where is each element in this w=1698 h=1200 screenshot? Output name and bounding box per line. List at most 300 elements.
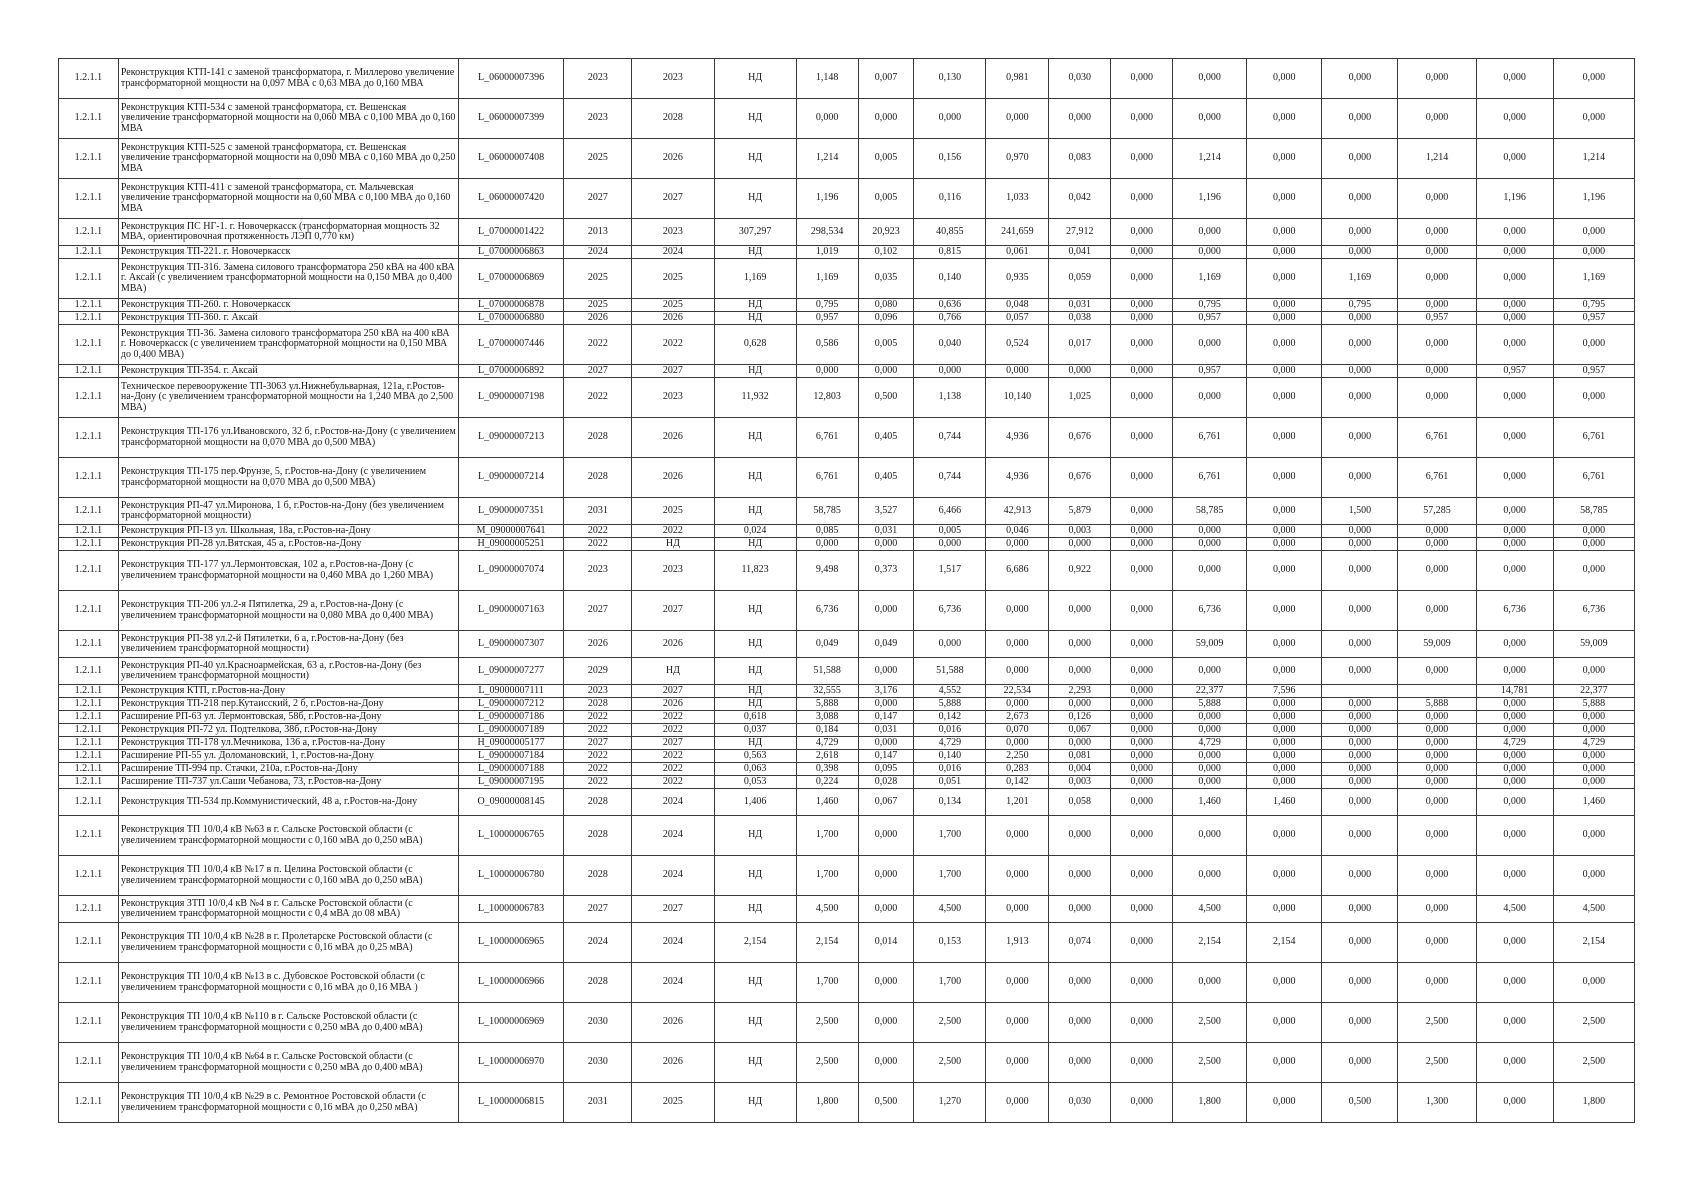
- col-12-value: 0,000: [1111, 750, 1173, 763]
- col-16-value: 0,000: [1398, 750, 1476, 763]
- row-code: 1.2.1.1: [59, 698, 119, 711]
- table-row: [59, 750, 1635, 763]
- col-17-value: 0,000: [1476, 923, 1553, 963]
- col-15-value: [1322, 685, 1398, 698]
- col-14-value: 0,000: [1247, 538, 1322, 551]
- total-value: 0,085: [796, 525, 858, 538]
- project-id: L_09000007214: [458, 458, 564, 498]
- col-17-value: 0,000: [1476, 724, 1553, 737]
- equipment-value: 0,000: [986, 365, 1049, 378]
- col-14-value: 0,000: [1247, 763, 1322, 776]
- col-14-value: 0,000: [1247, 776, 1322, 789]
- col-17-value: 0,000: [1476, 750, 1553, 763]
- pir-value: 0,067: [858, 789, 914, 816]
- total-value: 12,803: [796, 378, 858, 418]
- start-year: 2028: [564, 458, 632, 498]
- pir-value: 0,000: [858, 99, 914, 139]
- table-row: [59, 299, 1635, 312]
- cost-value: НД: [714, 658, 796, 685]
- row-code: 1.2.1.1: [59, 923, 119, 963]
- col-12-value: 0,000: [1111, 458, 1173, 498]
- end-year: 2022: [632, 325, 714, 365]
- end-year: 2025: [632, 498, 714, 525]
- col-13-value: 0,000: [1173, 963, 1247, 1003]
- end-year: 2022: [632, 763, 714, 776]
- smr-value: 0,142: [914, 711, 986, 724]
- col-12-value: 0,000: [1111, 1043, 1173, 1083]
- project-id: L_09000007189: [458, 724, 564, 737]
- other-value: 27,912: [1049, 219, 1111, 246]
- other-value: 0,922: [1049, 551, 1111, 591]
- row-code: 1.2.1.1: [59, 591, 119, 631]
- equipment-value: 2,250: [986, 750, 1049, 763]
- col-14-value: 0,000: [1247, 1043, 1322, 1083]
- col-15-value: 0,000: [1322, 591, 1398, 631]
- col-12-value: 0,000: [1111, 551, 1173, 591]
- row-code: 1.2.1.1: [59, 498, 119, 525]
- end-year: 2023: [632, 378, 714, 418]
- project-id: L_10000006780: [458, 856, 564, 896]
- col-18-value: 5,888: [1553, 698, 1634, 711]
- total-value: 1,700: [796, 816, 858, 856]
- col-17-value: 0,000: [1476, 816, 1553, 856]
- other-value: 0,676: [1049, 418, 1111, 458]
- project-name: Реконструкция ТП-36. Замена силового трансформатора 250 кВА на 400 кВА г. Новочеркасск (с увеличением трансформаторной мощности на 0,150 МВА до 0,400 МВА): [118, 325, 458, 365]
- project-id: L_06000007420: [458, 179, 564, 219]
- col-16-value: 0,000: [1398, 896, 1476, 923]
- total-value: 4,729: [796, 737, 858, 750]
- end-year: 2022: [632, 776, 714, 789]
- other-value: 0,000: [1049, 896, 1111, 923]
- other-value: 0,000: [1049, 816, 1111, 856]
- other-value: 0,000: [1049, 1003, 1111, 1043]
- pir-value: 0,049: [858, 631, 914, 658]
- row-code: 1.2.1.1: [59, 538, 119, 551]
- other-value: 0,030: [1049, 59, 1111, 99]
- col-15-value: 0,000: [1322, 763, 1398, 776]
- equipment-value: 0,970: [986, 139, 1049, 179]
- other-value: 0,003: [1049, 525, 1111, 538]
- col-17-value: 0,000: [1476, 963, 1553, 1003]
- smr-value: 0,156: [914, 139, 986, 179]
- project-name: Реконструкция ТП 10/0,4 кВ №110 в г. Сальске Ростовской области (с увеличением трансформаторной мощности с 0,250 мВА до 0,400 мВА): [118, 1003, 458, 1043]
- other-value: 0,676: [1049, 458, 1111, 498]
- end-year: 2022: [632, 724, 714, 737]
- cost-value: НД: [714, 896, 796, 923]
- col-12-value: 0,000: [1111, 776, 1173, 789]
- project-id: M_09000007641: [458, 525, 564, 538]
- col-14-value: 0,000: [1247, 378, 1322, 418]
- pir-value: 3,176: [858, 685, 914, 698]
- end-year: 2023: [632, 551, 714, 591]
- project-name: Реконструкция КТП, г.Ростов-на-Дону: [118, 685, 458, 698]
- col-18-value: 2,500: [1553, 1003, 1634, 1043]
- start-year: 2022: [564, 378, 632, 418]
- col-17-value: 0,000: [1476, 219, 1553, 246]
- col-15-value: 0,000: [1322, 325, 1398, 365]
- end-year: 2022: [632, 750, 714, 763]
- other-value: 0,017: [1049, 325, 1111, 365]
- smr-value: 0,636: [914, 299, 986, 312]
- start-year: 2027: [564, 591, 632, 631]
- col-13-value: 6,761: [1173, 458, 1247, 498]
- col-16-value: 5,888: [1398, 698, 1476, 711]
- pir-value: 0,031: [858, 724, 914, 737]
- smr-value: 0,130: [914, 59, 986, 99]
- col-16-value: 2,500: [1398, 1043, 1476, 1083]
- col-18-value: 0,000: [1553, 658, 1634, 685]
- project-name: Реконструкция ТП-178 ул.Мечникова, 136 а, г.Ростов-на-Дону: [118, 737, 458, 750]
- col-13-value: 5,888: [1173, 698, 1247, 711]
- total-value: 1,148: [796, 59, 858, 99]
- col-16-value: 0,000: [1398, 963, 1476, 1003]
- smr-value: 0,016: [914, 724, 986, 737]
- project-id: L_09000007111: [458, 685, 564, 698]
- pir-value: 0,000: [858, 896, 914, 923]
- project-id: L_07000006869: [458, 259, 564, 299]
- total-value: 1,800: [796, 1083, 858, 1123]
- col-15-value: 0,000: [1322, 1003, 1398, 1043]
- project-name: Реконструкция ТП-260. г. Новочеркасск: [118, 299, 458, 312]
- smr-value: 1,138: [914, 378, 986, 418]
- table-row: [59, 789, 1635, 816]
- project-name: Реконструкция ПС НГ-1. г. Новочеркасск (трансформаторная мощность 32 МВА, ориентировочная протяженность ЛЭП 0,770 км): [118, 219, 458, 246]
- other-value: 5,879: [1049, 498, 1111, 525]
- col-13-value: 0,000: [1173, 711, 1247, 724]
- pir-value: 0,000: [858, 816, 914, 856]
- pir-value: 0,028: [858, 776, 914, 789]
- col-15-value: 0,000: [1322, 789, 1398, 816]
- start-year: 2025: [564, 259, 632, 299]
- col-18-value: 0,000: [1553, 325, 1634, 365]
- project-id: L_10000006783: [458, 896, 564, 923]
- col-17-value: 0,000: [1476, 299, 1553, 312]
- end-year: 2026: [632, 1043, 714, 1083]
- table-row: [59, 1083, 1635, 1123]
- table-row: [59, 365, 1635, 378]
- pir-value: 0,005: [858, 325, 914, 365]
- table-row: [59, 816, 1635, 856]
- col-17-value: 0,000: [1476, 789, 1553, 816]
- project-name: Реконструкция ТП 10/0,4 кВ №28 в г. Пролетарске Ростовской области (с увеличением трансформаторной мощности с 0,16 мВА до 0,25 мВА): [118, 923, 458, 963]
- other-value: 0,004: [1049, 763, 1111, 776]
- col-13-value: 0,000: [1173, 776, 1247, 789]
- equipment-value: 0,935: [986, 259, 1049, 299]
- project-name: Расширение ТП-994 пр. Стачки, 210а, г.Ростов-на-Дону: [118, 763, 458, 776]
- other-value: 0,000: [1049, 698, 1111, 711]
- cost-value: НД: [714, 179, 796, 219]
- col-14-value: 0,000: [1247, 246, 1322, 259]
- col-16-value: 59,009: [1398, 631, 1476, 658]
- project-id: L_10000006765: [458, 816, 564, 856]
- smr-value: 0,016: [914, 763, 986, 776]
- project-id: H_09000005177: [458, 737, 564, 750]
- col-13-value: 59,009: [1173, 631, 1247, 658]
- total-value: 0,000: [796, 538, 858, 551]
- project-name: Реконструкция ТП-206 ул.2-я Пятилетка, 29 а, г.Ростов-на-Дону (с увеличением трансформаторной мощности на 0,080 МВА до 0,400 МВА): [118, 591, 458, 631]
- col-15-value: 0,000: [1322, 724, 1398, 737]
- project-id: L_10000006815: [458, 1083, 564, 1123]
- col-17-value: 1,196: [1476, 179, 1553, 219]
- col-13-value: 6,736: [1173, 591, 1247, 631]
- project-id: L_09000007351: [458, 498, 564, 525]
- start-year: 2028: [564, 963, 632, 1003]
- col-13-value: 0,000: [1173, 378, 1247, 418]
- equipment-value: 0,000: [986, 1003, 1049, 1043]
- col-12-value: 0,000: [1111, 219, 1173, 246]
- table-row: [59, 259, 1635, 299]
- col-16-value: 0,000: [1398, 299, 1476, 312]
- table-row: [59, 498, 1635, 525]
- smr-value: 0,744: [914, 418, 986, 458]
- col-18-value: 22,377: [1553, 685, 1634, 698]
- equipment-value: 241,659: [986, 219, 1049, 246]
- col-18-value: 0,000: [1553, 378, 1634, 418]
- col-17-value: 0,000: [1476, 325, 1553, 365]
- row-code: 1.2.1.1: [59, 737, 119, 750]
- start-year: 2023: [564, 685, 632, 698]
- total-value: 0,224: [796, 776, 858, 789]
- col-15-value: 0,000: [1322, 856, 1398, 896]
- col-17-value: 0,000: [1476, 1043, 1553, 1083]
- col-18-value: 59,009: [1553, 631, 1634, 658]
- col-16-value: 0,000: [1398, 365, 1476, 378]
- table-row: [59, 963, 1635, 1003]
- col-12-value: 0,000: [1111, 99, 1173, 139]
- total-value: 6,736: [796, 591, 858, 631]
- col-14-value: 0,000: [1247, 658, 1322, 685]
- equipment-value: 0,000: [986, 698, 1049, 711]
- total-value: 0,586: [796, 325, 858, 365]
- pir-value: 0,007: [858, 59, 914, 99]
- col-18-value: 0,000: [1553, 856, 1634, 896]
- smr-value: 4,500: [914, 896, 986, 923]
- smr-value: 0,815: [914, 246, 986, 259]
- cost-value: 1,169: [714, 259, 796, 299]
- start-year: 2028: [564, 856, 632, 896]
- col-16-value: 0,000: [1398, 658, 1476, 685]
- table-row: [59, 737, 1635, 750]
- smr-value: 0,140: [914, 259, 986, 299]
- col-14-value: 0,000: [1247, 179, 1322, 219]
- col-17-value: 4,500: [1476, 896, 1553, 923]
- col-12-value: 0,000: [1111, 698, 1173, 711]
- col-13-value: 1,169: [1173, 259, 1247, 299]
- col-13-value: 4,500: [1173, 896, 1247, 923]
- col-15-value: 0,000: [1322, 737, 1398, 750]
- project-id: L_09000007213: [458, 418, 564, 458]
- cost-value: 0,053: [714, 776, 796, 789]
- col-15-value: 1,169: [1322, 259, 1398, 299]
- col-15-value: 0,000: [1322, 658, 1398, 685]
- col-13-value: 2,154: [1173, 923, 1247, 963]
- other-value: 1,025: [1049, 378, 1111, 418]
- pir-value: 3,527: [858, 498, 914, 525]
- col-14-value: 0,000: [1247, 724, 1322, 737]
- col-14-value: 0,000: [1247, 139, 1322, 179]
- total-value: 0,184: [796, 724, 858, 737]
- col-14-value: 2,154: [1247, 923, 1322, 963]
- col-12-value: 0,000: [1111, 789, 1173, 816]
- project-id: L_09000007277: [458, 658, 564, 685]
- cost-value: НД: [714, 685, 796, 698]
- end-year: 2026: [632, 631, 714, 658]
- col-15-value: 0,000: [1322, 59, 1398, 99]
- pir-value: 0,000: [858, 698, 914, 711]
- col-12-value: 0,000: [1111, 763, 1173, 776]
- start-year: 2028: [564, 816, 632, 856]
- pir-value: 0,500: [858, 1083, 914, 1123]
- table-row: [59, 525, 1635, 538]
- row-code: 1.2.1.1: [59, 896, 119, 923]
- project-name: Реконструкция ЗТП 10/0,4 кВ №4 в г. Сальске Ростовской области (с увеличением трансформаторной мощности с 0,4 мВА до 08 мВА): [118, 896, 458, 923]
- equipment-value: 42,913: [986, 498, 1049, 525]
- cost-value: НД: [714, 246, 796, 259]
- col-13-value: 0,795: [1173, 299, 1247, 312]
- row-code: 1.2.1.1: [59, 685, 119, 698]
- start-year: 2029: [564, 658, 632, 685]
- pir-value: 0,014: [858, 923, 914, 963]
- cost-value: НД: [714, 963, 796, 1003]
- start-year: 2030: [564, 1043, 632, 1083]
- row-code: 1.2.1.1: [59, 763, 119, 776]
- project-id: L_07000006863: [458, 246, 564, 259]
- end-year: 2026: [632, 312, 714, 325]
- equipment-value: 0,048: [986, 299, 1049, 312]
- end-year: 2026: [632, 1003, 714, 1043]
- col-15-value: 0,000: [1322, 551, 1398, 591]
- col-17-value: 0,000: [1476, 418, 1553, 458]
- row-code: 1.2.1.1: [59, 219, 119, 246]
- equipment-value: 0,070: [986, 724, 1049, 737]
- row-code: 1.2.1.1: [59, 789, 119, 816]
- col-18-value: 0,000: [1553, 99, 1634, 139]
- row-code: 1.2.1.1: [59, 179, 119, 219]
- cost-value: НД: [714, 631, 796, 658]
- other-value: 0,000: [1049, 591, 1111, 631]
- col-14-value: 0,000: [1247, 312, 1322, 325]
- start-year: 2022: [564, 525, 632, 538]
- col-17-value: 0,000: [1476, 498, 1553, 525]
- cost-value: НД: [714, 816, 796, 856]
- project-name: Реконструкция РП-40 ул.Красноармейская, 63 а, г.Ростов-на-Дону (без увеличением трансформаторной мощности): [118, 658, 458, 685]
- project-id: L_06000007396: [458, 59, 564, 99]
- col-15-value: 0,000: [1322, 750, 1398, 763]
- equipment-value: 6,686: [986, 551, 1049, 591]
- col-16-value: 0,000: [1398, 551, 1476, 591]
- col-16-value: 57,285: [1398, 498, 1476, 525]
- other-value: 0,081: [1049, 750, 1111, 763]
- table-row: [59, 312, 1635, 325]
- col-16-value: 0,000: [1398, 378, 1476, 418]
- col-13-value: 4,729: [1173, 737, 1247, 750]
- pir-value: 0,147: [858, 711, 914, 724]
- col-15-value: 0,000: [1322, 698, 1398, 711]
- start-year: 2025: [564, 299, 632, 312]
- total-value: 2,500: [796, 1003, 858, 1043]
- project-name: Реконструкция ТП 10/0,4 кВ №64 в г. Сальске Ростовской области (с увеличением трансформаторной мощности с 0,250 мВА до 0,400 мВА): [118, 1043, 458, 1083]
- end-year: 2026: [632, 458, 714, 498]
- col-15-value: 1,500: [1322, 498, 1398, 525]
- col-14-value: 0,000: [1247, 365, 1322, 378]
- col-12-value: 0,000: [1111, 299, 1173, 312]
- col-15-value: 0,500: [1322, 1083, 1398, 1123]
- col-14-value: 0,000: [1247, 856, 1322, 896]
- start-year: 2026: [564, 631, 632, 658]
- project-name: Реконструкция КТП-411 с заменой трансформатора, ст. Мальчевская увеличение трансформаторной мощности на 0,60 МВА с 0,100 МВА до 0,160 МВА: [118, 179, 458, 219]
- cost-value: 0,563: [714, 750, 796, 763]
- project-id: L_09000007163: [458, 591, 564, 631]
- table-row: [59, 378, 1635, 418]
- col-12-value: 0,000: [1111, 856, 1173, 896]
- col-15-value: 0,000: [1322, 365, 1398, 378]
- equipment-value: 0,000: [986, 591, 1049, 631]
- col-14-value: 0,000: [1247, 259, 1322, 299]
- project-name: Реконструкция ТП-218 пер.Кутаисский, 2 б, г.Ростов-на-Дону: [118, 698, 458, 711]
- col-13-value: 0,000: [1173, 99, 1247, 139]
- other-value: 0,042: [1049, 179, 1111, 219]
- col-16-value: [1398, 685, 1476, 698]
- cost-value: 307,297: [714, 219, 796, 246]
- row-code: 1.2.1.1: [59, 1003, 119, 1043]
- project-name: Реконструкция ТП 10/0,4 кВ №63 в г. Сальске Ростовской области (с увеличением трансформаторной мощности с 0,160 мВА до 0,250 мВА): [118, 816, 458, 856]
- pir-value: 0,500: [858, 378, 914, 418]
- end-year: 2027: [632, 737, 714, 750]
- pir-value: 0,035: [858, 259, 914, 299]
- col-16-value: 0,000: [1398, 789, 1476, 816]
- start-year: 2023: [564, 99, 632, 139]
- col-12-value: 0,000: [1111, 1083, 1173, 1123]
- col-14-value: 0,000: [1247, 418, 1322, 458]
- equipment-value: 4,936: [986, 418, 1049, 458]
- equipment-value: 22,534: [986, 685, 1049, 698]
- col-14-value: 0,000: [1247, 711, 1322, 724]
- col-15-value: 0,000: [1322, 711, 1398, 724]
- col-12-value: 0,000: [1111, 711, 1173, 724]
- project-id: L_07000001422: [458, 219, 564, 246]
- smr-value: 6,736: [914, 591, 986, 631]
- col-18-value: 0,000: [1553, 776, 1634, 789]
- project-name: Реконструкция ТП 10/0,4 кВ №13 в с. Дубовское Ростовской области (с увеличением трансформаторной мощности с 0,16 мВА до 0,16 МВА ): [118, 963, 458, 1003]
- col-15-value: 0,000: [1322, 525, 1398, 538]
- col-15-value: 0,000: [1322, 631, 1398, 658]
- total-value: 1,019: [796, 246, 858, 259]
- col-15-value: 0,000: [1322, 923, 1398, 963]
- project-name: Реконструкция ТП-177 ул.Лермонтовская, 102 а, г.Ростов-на-Дону (с увеличением трансформаторной мощности на 0,460 МВА до 1,260 МВА): [118, 551, 458, 591]
- project-id: L_10000006969: [458, 1003, 564, 1043]
- col-17-value: 0,000: [1476, 458, 1553, 498]
- cost-value: НД: [714, 59, 796, 99]
- cost-value: НД: [714, 299, 796, 312]
- col-16-value: 0,000: [1398, 776, 1476, 789]
- cost-value: 2,154: [714, 923, 796, 963]
- table-row: [59, 325, 1635, 365]
- col-17-value: 0,000: [1476, 698, 1553, 711]
- end-year: 2025: [632, 259, 714, 299]
- project-id: L_06000007399: [458, 99, 564, 139]
- col-12-value: 0,000: [1111, 259, 1173, 299]
- project-name: Реконструкция РП-38 ул.2-й Пятилетки, 6 а, г.Ростов-на-Дону (без увеличением трансформаторной мощности): [118, 631, 458, 658]
- start-year: 2022: [564, 776, 632, 789]
- col-17-value: 0,000: [1476, 711, 1553, 724]
- pir-value: 0,102: [858, 246, 914, 259]
- end-year: 2028: [632, 99, 714, 139]
- col-12-value: 0,000: [1111, 658, 1173, 685]
- project-name: Реконструкция ТП-316. Замена силового трансформатора 250 кВА на 400 кВА г. Аксай (с увеличением трансформаторной мощности на 0,150 МВА до 0,400 МВА): [118, 259, 458, 299]
- col-13-value: 0,000: [1173, 538, 1247, 551]
- col-18-value: 1,214: [1553, 139, 1634, 179]
- col-17-value: 0,000: [1476, 763, 1553, 776]
